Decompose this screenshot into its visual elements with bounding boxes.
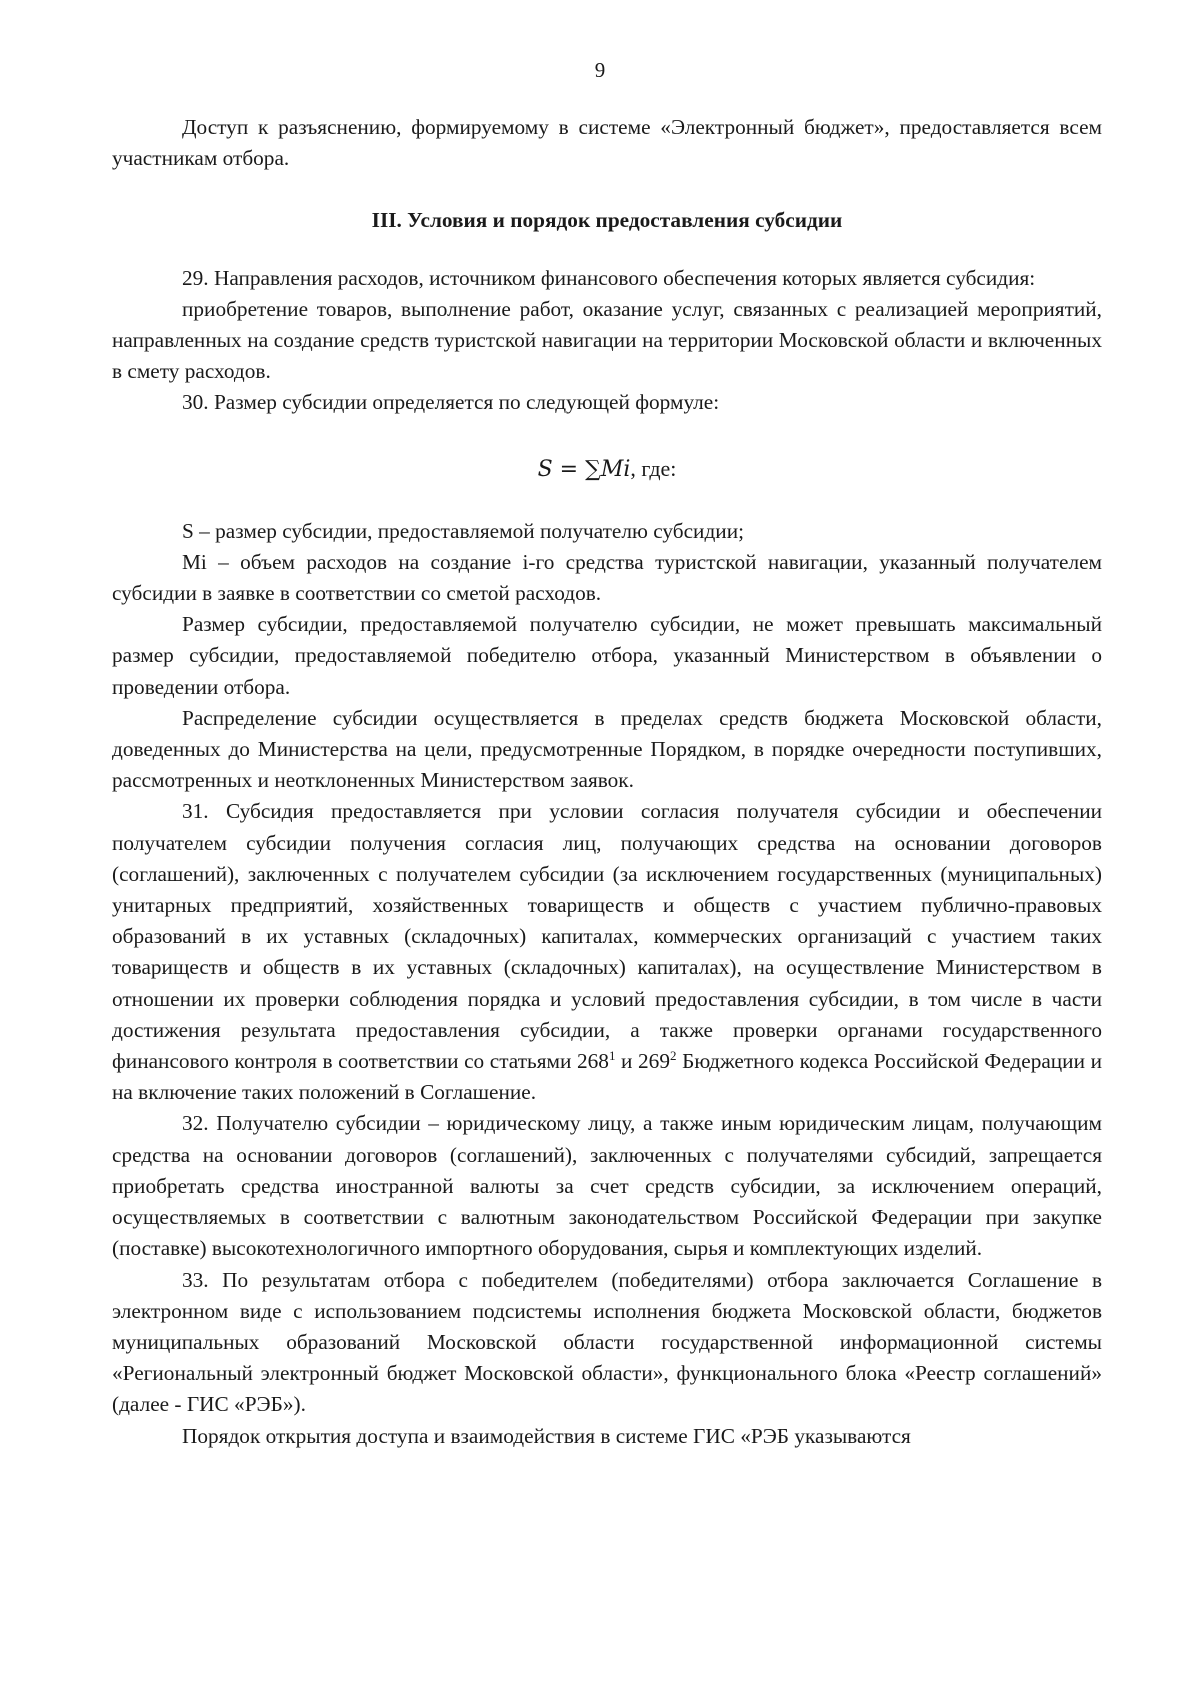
paragraph-31-part-b: и 269 — [615, 1049, 670, 1074]
formula-rhs: Mi — [600, 456, 631, 482]
paragraph-29: 29. Направления расходов, источником финансового обеспечения которых является субсидия: — [182, 265, 1036, 290]
subsidy-formula — [112, 451, 1102, 488]
formula-sum-symbol: ∑ — [585, 456, 601, 482]
paragraph-31-part-a: 31. Субсидия предоставляется при условии согласия получателя субсидии и обеспечении получателем субсидии получения согласия лиц, получающих средства на основании договоров (соглашений), заключенных с получателем субсидии (за исключением государственных (муниципальных) унитарных предприятий, хозяйственных товариществ и обществ с участием публично-правовых образований в их уставных (складочных) капиталах, коммерческих организаций с участием таких товариществ и обществ в их уставных (складочных) капиталах), на осуществление Министерством в отношении их проверки соблюдения порядка и условий предоставления субсидии, в том числе в части достижения результата предоставления субсидии, а также проверки органами государственного финансового контроля в соответствии со статьями 268 — [112, 799, 1102, 1074]
paragraph-mi-definition: Mi – объем расходов на создание i-го средства туристской навигации, указанный получателем субсидии в заявке в соответствии со сметой расходов. — [112, 549, 1102, 606]
paragraph-31 — [112, 796, 1102, 1108]
paragraph-max-size: Размер субсидии, предоставляемой получателю субсидии, не может превышать максимальный размер субсидии, предоставляемой победителю отбора, указанный Министерством в объявлении о проведении отбора. — [112, 612, 1102, 699]
formula-suffix: , где: — [630, 455, 677, 481]
page-number: 9 — [594, 58, 606, 82]
paragraph-32: 32. Получателю субсидии – юридическому лицу, а также иным юридическим лицам, получающим средства на основании договоров (соглашений), заключенных с получателями субсидий, запрещается приобретать средства иностранной валюты за счет средств субсидии, за исключением операций, осуществляемых в соответствии с валютным законодательством Российской Федерации при закупке (поставке) высокотехнологичного импортного оборудования, сырья и комплектующих изделий. — [112, 1111, 1102, 1261]
formula-lhs: S = — [537, 456, 586, 482]
paragraph-distribution: Распределение субсидии осуществляется в пределах средств бюджета Московской области, доведенных до Министерства на цели, предусмотренные Порядком, в порядке очередности поступивших, рассмотренных и неотклоненных Министерством заявок. — [112, 705, 1102, 793]
article-268-superscript: 1 — [608, 1047, 616, 1063]
paragraph-30: 30. Размер субсидии определяется по следующей формуле: — [182, 390, 720, 415]
paragraph-order: Порядок открытия доступа и взаимодействия в системе ГИС «РЭБ указываются — [182, 1423, 911, 1448]
paragraph-29-item: приобретение товаров, выполнение работ, оказание услуг, связанных с реализацией мероприятий, направленных на создание средств туристской навигации на территории Московской области и включенных в смету расходов. — [112, 296, 1102, 384]
paragraph-s-definition: S – размер субсидии, предоставляемой получателю субсидии; — [182, 518, 745, 543]
paragraph-33: 33. По результатам отбора с победителем (победителями) отбора заключается Соглашение в электронном виде с использованием подсистемы исполнения бюджета Московской области, бюджетов муниципальных образований Московской области государственной информационной системы «Региональный электронный бюджет Московской области», функционального блока «Реестр соглашений» (далее - ГИС «РЭБ»). — [112, 1267, 1102, 1417]
document-body — [112, 112, 1102, 1452]
paragraph-access: Доступ к разъяснению, формируемому в системе «Электронный бюджет», предоставляется всем участникам отбора. — [112, 115, 1102, 171]
article-269-superscript: 2 — [669, 1047, 677, 1063]
paragraph-31-part-c: Бюджетного кодекса Российской Федерации и на включение таких положений в Соглашение. — [112, 1049, 1102, 1105]
section-heading: III. Условия и порядок предоставления субсидии — [371, 208, 843, 233]
